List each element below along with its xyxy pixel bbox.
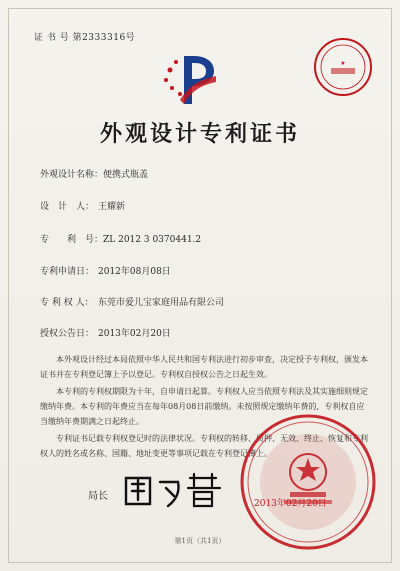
field-value: ZL 2012 3 0370441.2 bbox=[103, 235, 202, 245]
field-value: 便携式瓶盖 bbox=[103, 170, 149, 180]
field-value: 东莞市爱儿宝家庭用品有限公司 bbox=[98, 298, 225, 308]
field-grant-date bbox=[40, 326, 171, 339]
field-label: 授权公告日： bbox=[40, 329, 95, 339]
official-seal-icon bbox=[238, 412, 378, 552]
field-design-name bbox=[40, 167, 148, 180]
field-label: 专利申请日： bbox=[40, 267, 95, 277]
field-label: 外观设计名称： bbox=[40, 170, 104, 180]
patent-office-logo-icon bbox=[160, 50, 220, 110]
field-value: 2013年02月20日 bbox=[98, 329, 171, 339]
director-signature-icon bbox=[120, 470, 230, 510]
field-application-date bbox=[40, 264, 171, 277]
body-paragraph: 本专利的专利权期限为十年，自申请日起算。专利权人应当依照专利法及其实施细则规定缴纳年费。本专利的年费应当在每年08月08日前缴纳。未按照规定缴纳年费的，专利权自应当缴纳年费期满之日起终止。 bbox=[40, 387, 368, 426]
body-paragraph: 本外观设计经过本局依照中华人民共和国专利法进行初步审查，决定授予专利权，颁发本证书并在专利登记簿上予以登记。专利权自授权公告之日起生效。 bbox=[40, 355, 368, 379]
certificate-number: 证 书 号 第2333316号 bbox=[34, 33, 136, 43]
field-designer bbox=[40, 199, 125, 212]
field-patentee bbox=[40, 295, 224, 308]
inspection-seal-icon bbox=[312, 36, 374, 98]
field-patent-number bbox=[40, 232, 201, 245]
field-value: 2012年08月08日 bbox=[98, 267, 171, 277]
director-label: 局长 bbox=[88, 491, 108, 502]
seal-date: 2013年02月20日 bbox=[254, 499, 327, 509]
body-paragraph: 专利证书记载专利权登记时的法律状况。专利权的转移、质押、无效、终止、恢复和专利权人的姓名或名称、国籍、地址变更等事项记载在专利登记簿上。 bbox=[40, 434, 368, 458]
field-label: 专 利 权 人： bbox=[40, 298, 94, 308]
field-label: 专 利 号： bbox=[40, 235, 104, 245]
field-label: 设 计 人： bbox=[40, 202, 95, 212]
certificate-title: 外观设计专利证书 bbox=[99, 121, 300, 147]
field-value: 王耀新 bbox=[98, 202, 126, 212]
svg-text:★: ★ bbox=[340, 60, 346, 67]
page-footer: 第1页（共1页） bbox=[174, 537, 226, 545]
